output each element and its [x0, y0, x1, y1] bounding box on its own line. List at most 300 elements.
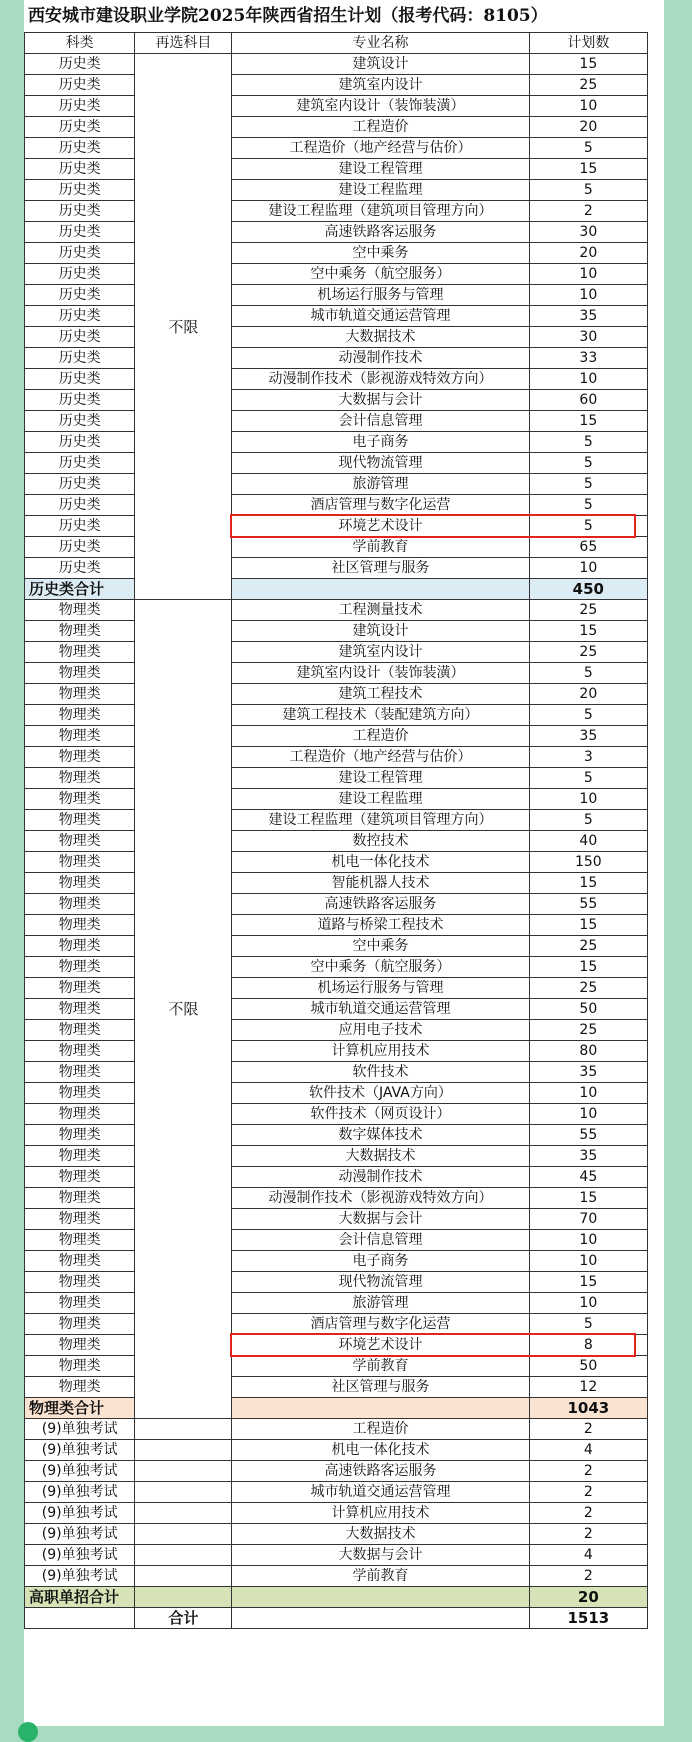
grand-total-row	[25, 1608, 648, 1629]
table-row	[25, 1251, 648, 1272]
category-cell: 历史类	[25, 495, 135, 516]
plan-cell: 5	[529, 516, 647, 537]
plan-cell: 70	[529, 1209, 647, 1230]
plan-cell: 2	[529, 1419, 647, 1440]
category-cell: 物理类	[25, 978, 135, 999]
table-row	[25, 1461, 648, 1482]
category-cell: 物理类	[25, 1020, 135, 1041]
category-cell: 物理类	[25, 894, 135, 915]
table-row	[25, 936, 648, 957]
category-cell: 物理类	[25, 1083, 135, 1104]
plan-cell: 15	[529, 621, 647, 642]
category-cell: 物理类	[25, 789, 135, 810]
plan-cell: 2	[529, 1524, 647, 1545]
table-row	[25, 747, 648, 768]
category-cell: 物理类	[25, 1209, 135, 1230]
plan-cell: 80	[529, 1041, 647, 1062]
table-row	[25, 726, 648, 747]
plan-cell: 50	[529, 999, 647, 1020]
category-cell: 历史类	[25, 348, 135, 369]
table-row	[25, 117, 648, 138]
major-cell: 建筑室内设计（装饰装潢）	[232, 96, 529, 117]
major-cell: 空中乘务（航空服务）	[232, 264, 529, 285]
table-row	[25, 978, 648, 999]
category-cell: 物理类	[25, 810, 135, 831]
plan-cell: 10	[529, 1230, 647, 1251]
plan-cell: 35	[529, 726, 647, 747]
major-cell: 动漫制作技术	[232, 1167, 529, 1188]
plan-cell: 10	[529, 1104, 647, 1125]
plan-cell: 10	[529, 264, 647, 285]
category-cell: 物理类	[25, 936, 135, 957]
plan-cell: 15	[529, 159, 647, 180]
plan-cell: 45	[529, 1167, 647, 1188]
table-row	[25, 1314, 648, 1335]
plan-cell: 15	[529, 1272, 647, 1293]
major-cell: 建筑设计	[232, 54, 529, 75]
table-row	[25, 264, 648, 285]
category-cell: 物理类	[25, 1293, 135, 1314]
major-cell: 建设工程管理	[232, 159, 529, 180]
category-cell: (9)单独考试	[25, 1545, 135, 1566]
table-row	[25, 54, 648, 75]
plan-cell: 15	[529, 915, 647, 936]
table-row	[25, 1104, 648, 1125]
major-cell: 空中乘务	[232, 936, 529, 957]
category-cell: 历史类	[25, 558, 135, 579]
major-cell: 建设工程管理	[232, 768, 529, 789]
plan-cell: 4	[529, 1440, 647, 1461]
category-cell: 历史类	[25, 54, 135, 75]
category-cell: 物理类	[25, 768, 135, 789]
major-cell: 建设工程监理（建筑项目管理方向）	[232, 810, 529, 831]
major-cell: 城市轨道交通运营管理	[232, 306, 529, 327]
table-row	[25, 1146, 648, 1167]
table-row	[25, 831, 648, 852]
plan-cell: 30	[529, 222, 647, 243]
history-total-row	[25, 579, 648, 600]
table-row	[25, 1356, 648, 1377]
subject-cell	[135, 1545, 232, 1566]
plan-cell: 2	[529, 1566, 647, 1587]
major-cell: 动漫制作技术	[232, 348, 529, 369]
table-row	[25, 705, 648, 726]
subject-cell	[135, 1503, 232, 1524]
table-row	[25, 1482, 648, 1503]
table-row	[25, 1335, 648, 1356]
table-row	[25, 537, 648, 558]
subject-cell	[135, 1566, 232, 1587]
major-cell: 旅游管理	[232, 1293, 529, 1314]
major-cell: 软件技术	[232, 1062, 529, 1083]
table-row	[25, 1293, 648, 1314]
table-row	[25, 642, 648, 663]
table-row	[25, 1503, 648, 1524]
category-cell: 历史类	[25, 432, 135, 453]
category-cell: 历史类	[25, 75, 135, 96]
header-major: 专业名称	[232, 33, 529, 54]
category-cell: (9)单独考试	[25, 1461, 135, 1482]
table-row	[25, 96, 648, 117]
table-row	[25, 138, 648, 159]
table-row	[25, 1524, 648, 1545]
plan-cell: 5	[529, 495, 647, 516]
category-cell: (9)单独考试	[25, 1566, 135, 1587]
total-subject-cell	[135, 1587, 232, 1608]
table-row	[25, 432, 648, 453]
major-cell: 空中乘务（航空服务）	[232, 957, 529, 978]
plan-cell: 60	[529, 390, 647, 411]
plan-cell: 5	[529, 180, 647, 201]
major-cell: 工程造价	[232, 726, 529, 747]
major-cell: 城市轨道交通运营管理	[232, 999, 529, 1020]
major-cell: 建筑工程技术	[232, 684, 529, 705]
category-cell: 物理类	[25, 663, 135, 684]
plan-cell: 15	[529, 957, 647, 978]
category-cell: (9)单独考试	[25, 1524, 135, 1545]
category-cell: 历史类	[25, 474, 135, 495]
major-cell: 旅游管理	[232, 474, 529, 495]
table-row	[25, 1440, 648, 1461]
header-row	[25, 33, 648, 54]
plan-cell: 10	[529, 369, 647, 390]
total-label: 高职单招合计	[25, 1587, 135, 1608]
category-cell: 物理类	[25, 1356, 135, 1377]
category-cell: 物理类	[25, 642, 135, 663]
category-cell: 物理类	[25, 1230, 135, 1251]
category-cell: 历史类	[25, 516, 135, 537]
subject-cell: 不限	[135, 600, 232, 1419]
plan-cell: 12	[529, 1377, 647, 1398]
major-cell: 机电一体化技术	[232, 852, 529, 873]
category-cell: 物理类	[25, 957, 135, 978]
plan-cell: 5	[529, 705, 647, 726]
table-row	[25, 411, 648, 432]
category-cell: 物理类	[25, 726, 135, 747]
sheet-title: 西安城市建设职业学院2025年陕西省招生计划（报考代码：8105）	[28, 6, 548, 26]
table-row	[25, 75, 648, 96]
major-cell: 计算机应用技术	[232, 1041, 529, 1062]
plan-cell: 10	[529, 1293, 647, 1314]
plan-cell: 4	[529, 1545, 647, 1566]
major-cell: 数字媒体技术	[232, 1125, 529, 1146]
table-row	[25, 558, 648, 579]
plan-cell: 40	[529, 831, 647, 852]
category-cell: 历史类	[25, 201, 135, 222]
table-row	[25, 348, 648, 369]
major-cell: 工程造价（地产经营与估价）	[232, 138, 529, 159]
subject-cell	[135, 1461, 232, 1482]
category-cell: 历史类	[25, 243, 135, 264]
category-cell: 历史类	[25, 117, 135, 138]
category-cell: 物理类	[25, 999, 135, 1020]
category-cell: 历史类	[25, 453, 135, 474]
major-cell: 社区管理与服务	[232, 1377, 529, 1398]
category-cell: 物理类	[25, 1125, 135, 1146]
major-cell: 现代物流管理	[232, 1272, 529, 1293]
major-cell: 软件技术（JAVA方向）	[232, 1083, 529, 1104]
category-cell: 历史类	[25, 306, 135, 327]
category-cell: 物理类	[25, 1251, 135, 1272]
table-row	[25, 1209, 648, 1230]
major-cell: 动漫制作技术（影视游戏特效方向）	[232, 369, 529, 390]
grand-total-major-cell	[232, 1608, 529, 1629]
category-cell: 历史类	[25, 264, 135, 285]
category-cell: 物理类	[25, 1188, 135, 1209]
plan-cell: 10	[529, 789, 647, 810]
table-row	[25, 1083, 648, 1104]
major-cell: 计算机应用技术	[232, 1503, 529, 1524]
plan-cell: 20	[529, 243, 647, 264]
major-cell: 电子商务	[232, 1251, 529, 1272]
plan-cell: 5	[529, 453, 647, 474]
plan-cell: 55	[529, 894, 647, 915]
table-row	[25, 873, 648, 894]
enrollment-plan-table	[24, 32, 648, 1629]
table-row	[25, 1062, 648, 1083]
plan-cell: 65	[529, 537, 647, 558]
plan-cell: 2	[529, 1503, 647, 1524]
major-cell: 机电一体化技术	[232, 1440, 529, 1461]
table-row	[25, 957, 648, 978]
plan-cell: 8	[529, 1335, 647, 1356]
plan-cell: 25	[529, 75, 647, 96]
table-row	[25, 1230, 648, 1251]
category-cell: 物理类	[25, 873, 135, 894]
category-cell: 物理类	[25, 705, 135, 726]
major-cell: 大数据技术	[232, 1146, 529, 1167]
grand-total-label: 合计	[135, 1608, 232, 1629]
table-row	[25, 789, 648, 810]
table-row	[25, 1566, 648, 1587]
major-cell: 数控技术	[232, 831, 529, 852]
header-plan: 计划数	[529, 33, 647, 54]
subject-cell	[135, 1419, 232, 1440]
total-major-cell	[232, 1398, 529, 1419]
table-row	[25, 768, 648, 789]
total-value: 450	[529, 579, 647, 600]
major-cell: 建筑室内设计	[232, 75, 529, 96]
total-label: 历史类合计	[25, 579, 135, 600]
plan-cell: 5	[529, 1314, 647, 1335]
table-row	[25, 663, 648, 684]
major-cell: 工程测量技术	[232, 600, 529, 621]
major-cell: 大数据与会计	[232, 390, 529, 411]
major-cell: 应用电子技术	[232, 1020, 529, 1041]
plan-cell: 35	[529, 306, 647, 327]
subject-cell	[135, 1482, 232, 1503]
category-cell: 历史类	[25, 369, 135, 390]
major-cell: 动漫制作技术（影视游戏特效方向）	[232, 1188, 529, 1209]
total-major-cell	[232, 579, 529, 600]
plan-cell: 2	[529, 1482, 647, 1503]
plan-cell: 3	[529, 747, 647, 768]
plan-cell: 20	[529, 684, 647, 705]
category-cell: 物理类	[25, 1146, 135, 1167]
major-cell: 空中乘务	[232, 243, 529, 264]
category-cell: 物理类	[25, 600, 135, 621]
major-cell: 学前教育	[232, 537, 529, 558]
table-body	[25, 33, 648, 1629]
plan-cell: 25	[529, 936, 647, 957]
table-row	[25, 1188, 648, 1209]
category-cell: 物理类	[25, 747, 135, 768]
category-cell: 历史类	[25, 96, 135, 117]
major-cell: 高速铁路客运服务	[232, 894, 529, 915]
table-row	[25, 621, 648, 642]
plan-cell: 30	[529, 327, 647, 348]
major-cell: 会计信息管理	[232, 1230, 529, 1251]
corner-badge-icon	[18, 1722, 38, 1742]
category-cell: (9)单独考试	[25, 1419, 135, 1440]
table-row	[25, 999, 648, 1020]
major-cell: 工程造价（地产经营与估价）	[232, 747, 529, 768]
plan-cell: 10	[529, 285, 647, 306]
major-cell-highlighted: 环境艺术设计	[232, 516, 529, 537]
category-cell: (9)单独考试	[25, 1440, 135, 1461]
table-row	[25, 243, 648, 264]
major-cell: 建设工程监理	[232, 180, 529, 201]
plan-cell: 15	[529, 411, 647, 432]
table-row	[25, 222, 648, 243]
table-row	[25, 894, 648, 915]
category-cell: (9)单独考试	[25, 1482, 135, 1503]
major-cell: 高速铁路客运服务	[232, 222, 529, 243]
major-cell: 大数据技术	[232, 327, 529, 348]
major-cell: 建设工程监理	[232, 789, 529, 810]
plan-cell: 5	[529, 768, 647, 789]
category-cell: 物理类	[25, 831, 135, 852]
major-cell: 学前教育	[232, 1356, 529, 1377]
plan-cell: 25	[529, 1020, 647, 1041]
major-cell: 电子商务	[232, 432, 529, 453]
total-value: 1043	[529, 1398, 647, 1419]
major-cell: 大数据与会计	[232, 1209, 529, 1230]
plan-cell: 35	[529, 1062, 647, 1083]
total-label: 物理类合计	[25, 1398, 135, 1419]
category-cell: 物理类	[25, 684, 135, 705]
major-cell: 工程造价	[232, 117, 529, 138]
major-cell: 建筑室内设计	[232, 642, 529, 663]
table-row	[25, 516, 648, 537]
table-row	[25, 495, 648, 516]
category-cell: 物理类	[25, 621, 135, 642]
major-cell: 建筑室内设计（装饰装潢）	[232, 663, 529, 684]
table-row	[25, 1419, 648, 1440]
plan-cell: 5	[529, 663, 647, 684]
plan-cell: 55	[529, 1125, 647, 1146]
spreadsheet-sheet	[24, 0, 664, 1726]
plan-cell: 20	[529, 117, 647, 138]
major-cell: 大数据与会计	[232, 1545, 529, 1566]
category-cell: 物理类	[25, 1335, 135, 1356]
category-cell: 物理类	[25, 1272, 135, 1293]
bottom-strip	[0, 1726, 692, 1733]
table-row	[25, 180, 648, 201]
category-cell: 历史类	[25, 411, 135, 432]
plan-cell: 15	[529, 54, 647, 75]
subject-cell: 不限	[135, 54, 232, 600]
table-row	[25, 1041, 648, 1062]
total-major-cell	[232, 1587, 529, 1608]
category-cell: 物理类	[25, 1314, 135, 1335]
category-cell: 历史类	[25, 390, 135, 411]
plan-cell: 25	[529, 978, 647, 999]
major-cell: 大数据技术	[232, 1524, 529, 1545]
major-cell: 机场运行服务与管理	[232, 978, 529, 999]
plan-cell: 50	[529, 1356, 647, 1377]
major-cell: 机场运行服务与管理	[232, 285, 529, 306]
table-row	[25, 1167, 648, 1188]
category-cell: (9)单独考试	[25, 1503, 135, 1524]
header-subject: 再选科目	[135, 33, 232, 54]
plan-cell: 10	[529, 1083, 647, 1104]
plan-cell: 5	[529, 810, 647, 831]
table-row	[25, 306, 648, 327]
table-row	[25, 684, 648, 705]
plan-cell: 5	[529, 138, 647, 159]
plan-cell: 150	[529, 852, 647, 873]
category-cell: 物理类	[25, 1041, 135, 1062]
plan-cell: 10	[529, 96, 647, 117]
category-cell: 历史类	[25, 285, 135, 306]
major-cell: 工程造价	[232, 1419, 529, 1440]
plan-cell: 15	[529, 1188, 647, 1209]
major-cell: 酒店管理与数字化运营	[232, 495, 529, 516]
category-cell: 物理类	[25, 852, 135, 873]
major-cell: 学前教育	[232, 1566, 529, 1587]
plan-cell: 10	[529, 558, 647, 579]
category-cell: 历史类	[25, 159, 135, 180]
plan-cell: 10	[529, 1251, 647, 1272]
total-value: 20	[529, 1587, 647, 1608]
table-row	[25, 1125, 648, 1146]
table-row	[25, 1377, 648, 1398]
single-total-row	[25, 1587, 648, 1608]
table-row	[25, 600, 648, 621]
plan-cell: 33	[529, 348, 647, 369]
table-row	[25, 390, 648, 411]
category-cell: 物理类	[25, 1104, 135, 1125]
table-row	[25, 810, 648, 831]
table-row	[25, 327, 648, 348]
plan-cell: 25	[529, 600, 647, 621]
major-cell: 高速铁路客运服务	[232, 1461, 529, 1482]
physics-total-row	[25, 1398, 648, 1419]
table-row	[25, 285, 648, 306]
table-row	[25, 1545, 648, 1566]
plan-cell: 2	[529, 1461, 647, 1482]
subject-cell	[135, 1524, 232, 1545]
category-cell: 历史类	[25, 138, 135, 159]
category-cell: 物理类	[25, 1377, 135, 1398]
header-category: 科类	[25, 33, 135, 54]
table-row	[25, 453, 648, 474]
category-cell: 历史类	[25, 537, 135, 558]
major-cell: 建设工程监理（建筑项目管理方向）	[232, 201, 529, 222]
major-cell: 会计信息管理	[232, 411, 529, 432]
plan-cell: 25	[529, 642, 647, 663]
table-row	[25, 852, 648, 873]
major-cell: 建筑设计	[232, 621, 529, 642]
category-cell: 历史类	[25, 222, 135, 243]
plan-cell: 5	[529, 432, 647, 453]
major-cell: 社区管理与服务	[232, 558, 529, 579]
table-row	[25, 369, 648, 390]
table-row	[25, 1272, 648, 1293]
plan-cell: 15	[529, 873, 647, 894]
grand-total-cat-cell	[25, 1608, 135, 1629]
